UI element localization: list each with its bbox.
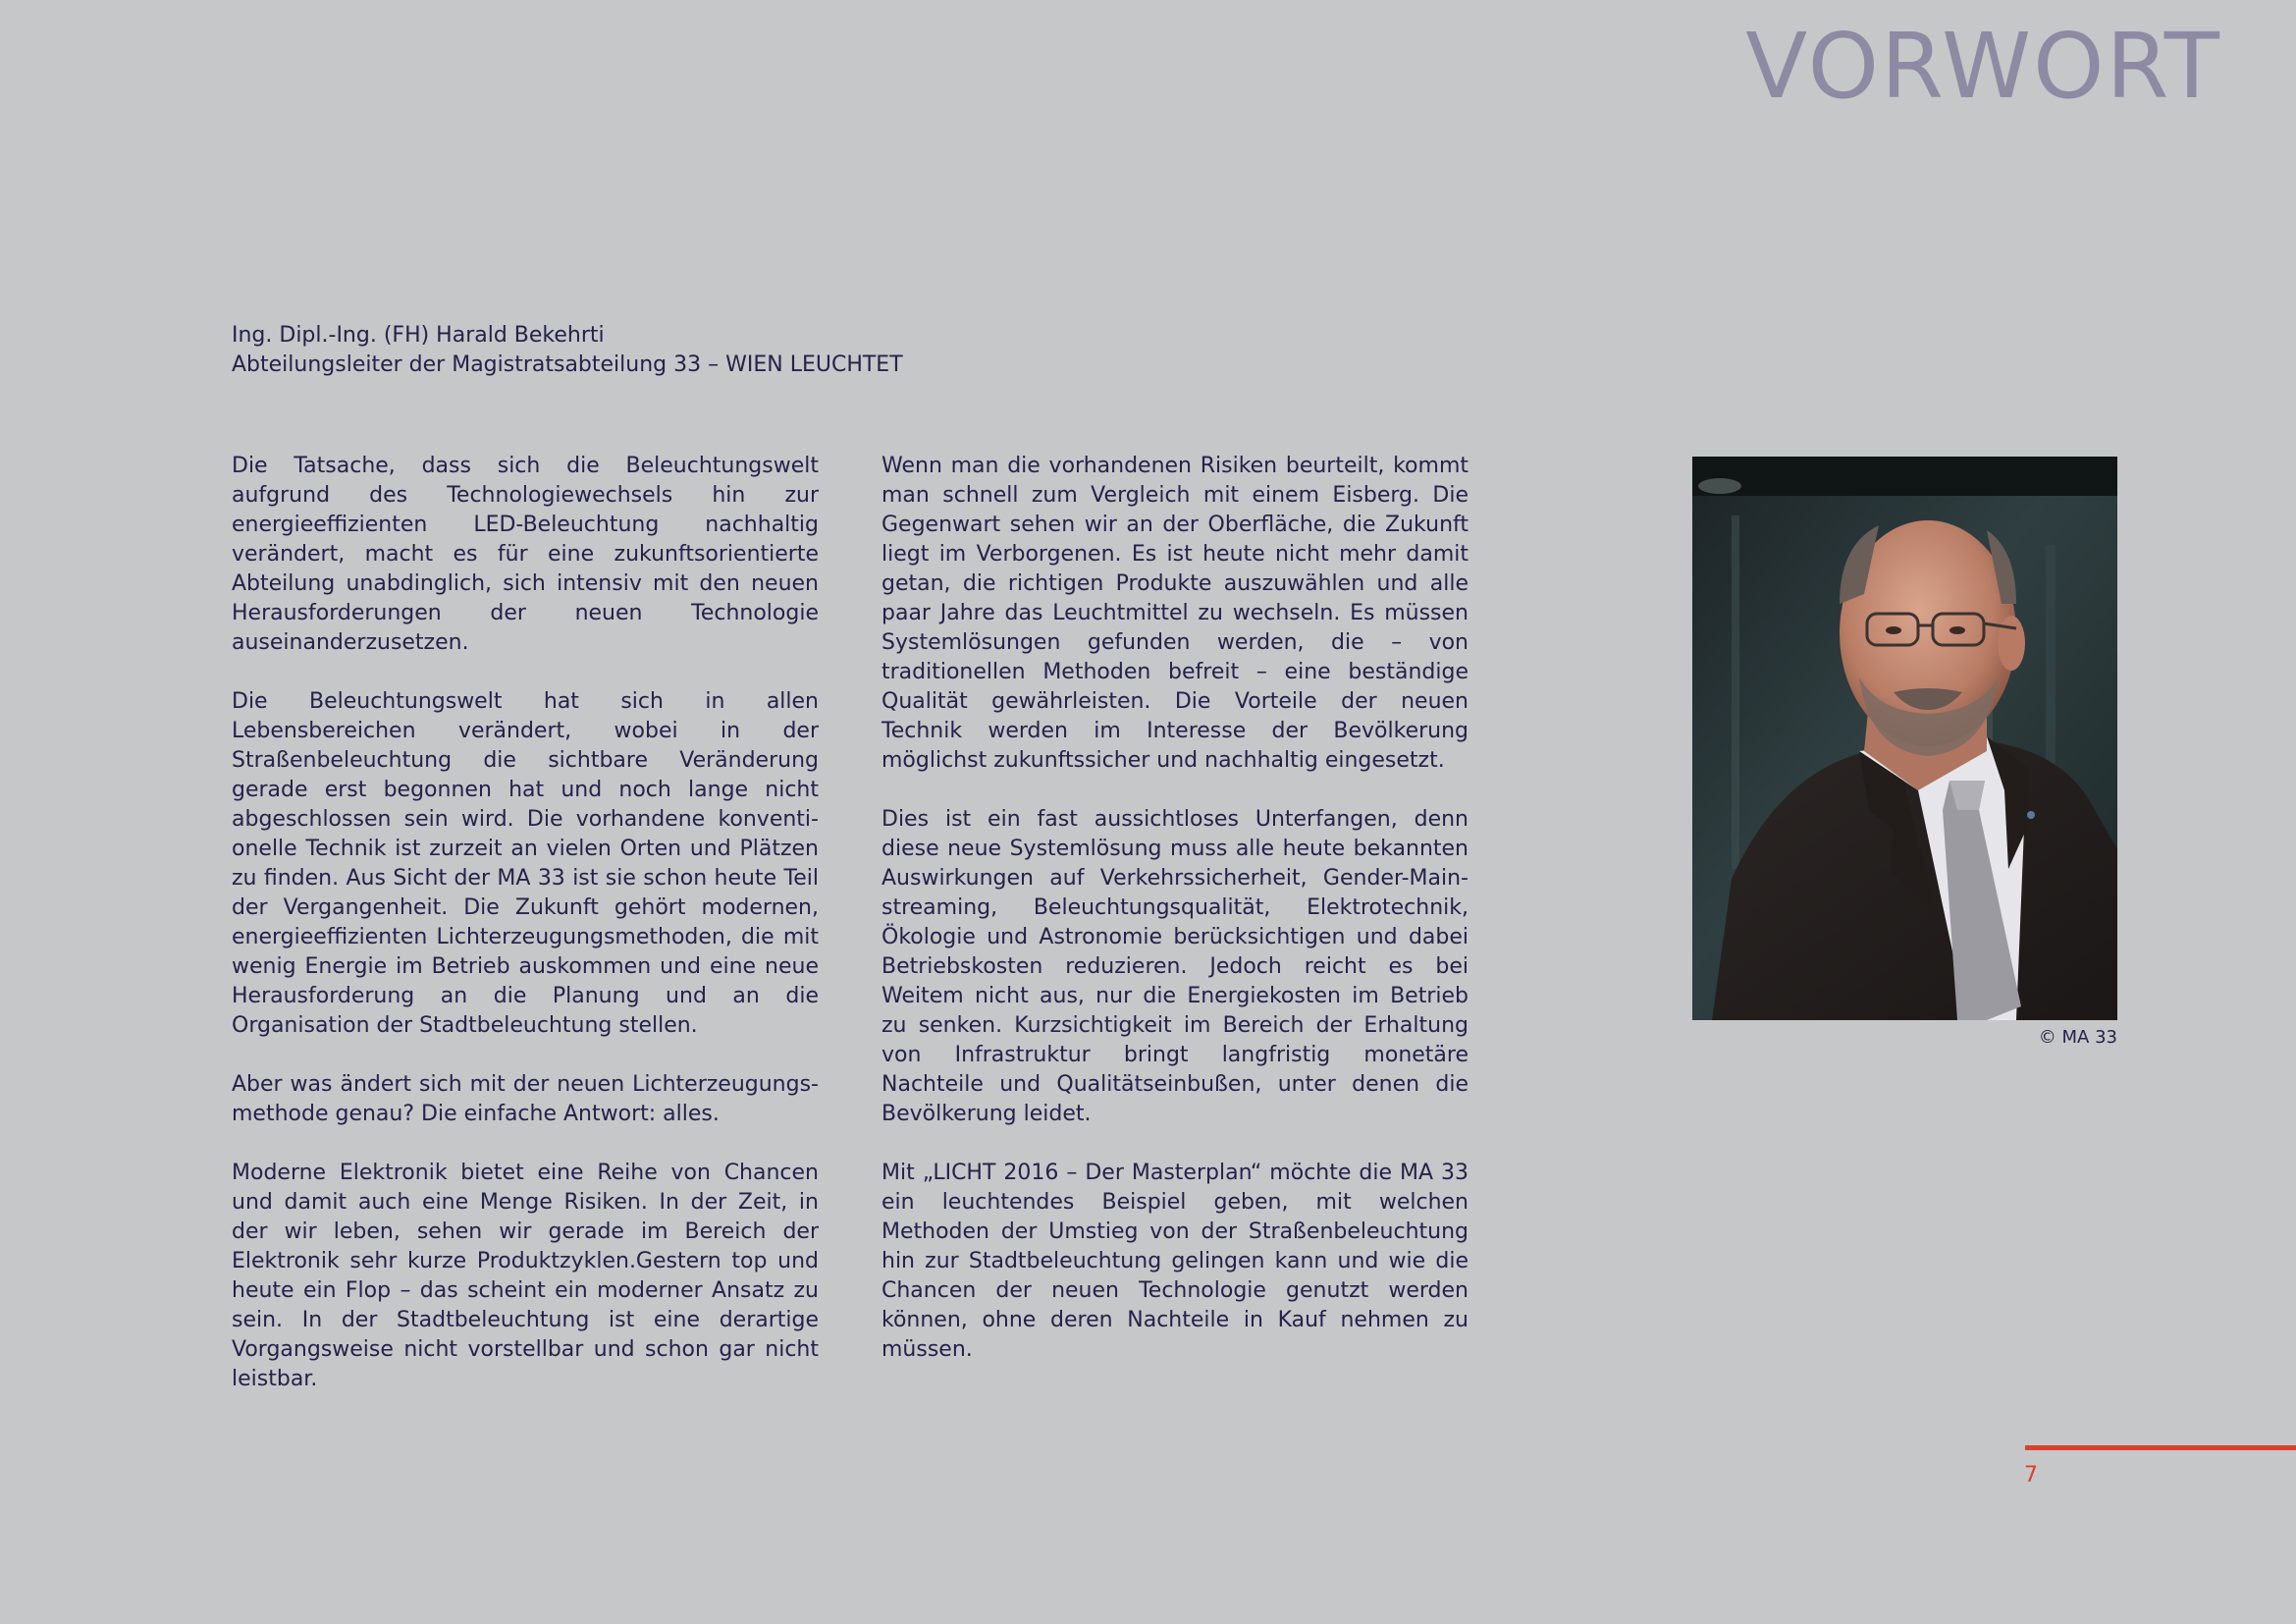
portrait-illustration bbox=[1692, 457, 2117, 1020]
paragraph: Die Tatsache, dass sich die Beleuchtungswelt aufgrund des Technologiewechsels hin zur energieeffizienten LED-Beleuchtung nachhaltig verändert, macht es für eine zukunftsorientierte Abteilung unabdinglich, sich intensiv mit den neuen Herausforderungen der neuen Technologie auseinanderzusetzen. bbox=[232, 454, 819, 655]
text-column-right bbox=[881, 452, 1468, 1394]
author-block bbox=[232, 321, 903, 380]
paragraph: Aber was ändert sich mit der neuen Lichterzeugungsmethode genau? Die einfache Antwort: alles. bbox=[232, 1072, 819, 1126]
paragraph: Mit „LICHT 2016 – Der Masterplan“ möchte die MA 33 ein leuchtendes Beispiel geben, mit welchen Methoden der Umstieg von der Straßenbeleuchtung hin zur Stadtbeleuchtung gelingen kann und wie die Chancen der neuen Technologie genutzt werden können, ohne deren Nachteile in Kauf nehmen zu müssen. bbox=[881, 1161, 1468, 1362]
paragraph: Dies ist ein fast aussichtloses Unterfangen, denn diese neue Systemlösung muss alle heute bekannten Auswirkungen auf Verkehrssicherheit, Gender-Mainstreaming, Beleuchtungsqualität, Elektrotechnik, Ökologie und Astronomie berücksichtigen und dabei Betriebskosten reduzieren. Jedoch reicht es bei Weitem nicht aus, nur die Energiekosten im Betrieb zu senken. Kurzsichtigkeit im Bereich der Erhaltung von Infrastruktur bringt langfristig monetäre Nachteile und Qualitätseinbußen, unter denen die Bevölkerung leidet. bbox=[881, 807, 1468, 1126]
page-number: 7 bbox=[2024, 1463, 2038, 1488]
author-name: Ing. Dipl.-Ing. (FH) Harald Bekehrti bbox=[232, 323, 605, 348]
text-column-left bbox=[232, 452, 819, 1424]
paragraph: Die Beleuchtungswelt hat sich in allen Lebensbereichen verändert, wobei in der Straßenbeleuchtung die sichtbare Veränderung gerade erst begonnen hat und noch lange nicht abgeschlossen sein wird. Die vorhandene konventionelle Technik ist zurzeit an vielen Orten und Plätzen zu finden. Aus Sicht der MA 33 ist sie schon heute Teil der Vergangenheit. Die Zukunft gehört modernen, energieeffizienten Lichterzeugungsmethoden, die mit wenig Energie im Betrieb auskommen und eine neue Herausforderung an die Planung und an die Organisation der Stadtbeleuchtung stellen. bbox=[232, 689, 819, 1038]
paragraph: Wenn man die vorhandenen Risiken beurteilt, kommt man schnell zum Vergleich mit einem Eisberg. Die Gegenwart sehen wir an der Oberfläche, die Zukunft liegt im Verborgenen. Es ist heute nicht mehr damit getan, die richtigen Produkte auszuwählen und alle paar Jahre das Leuchtmittel zu wechseln. Es müssen Systemlösungen gefunden werden, die – von traditionellen Methoden befreit – eine beständige Qualität gewährleisten. Die Vorteile der neuen Technik werden im Interesse der Bevölkerung möglichst zukunftssicher und nachhaltig eingesetzt. bbox=[881, 454, 1468, 773]
author-portrait bbox=[1692, 457, 2117, 1020]
page-title: VORWORT bbox=[1745, 14, 2221, 119]
paragraph: Moderne Elektronik bietet eine Reihe von Chancen und damit auch eine Menge Risiken. In der Zeit, in der wir leben, sehen wir gerade im Bereich der Elektronik sehr kurze Produktzyklen.Gestern top und heute ein Flop – das scheint ein moderner Ansatz zu sein. In der Stadtbeleuchtung ist eine derartige Vorgangsweise nicht vorstellbar und schon gar nicht leistbar. bbox=[232, 1161, 819, 1391]
author-role: Abteilungsleiter der Magistratsabteilung 33 – WIEN LEUCHTET bbox=[232, 352, 903, 377]
footer-rule bbox=[2025, 1445, 2296, 1450]
photo-credit: © MA 33 bbox=[2038, 1027, 2117, 1048]
